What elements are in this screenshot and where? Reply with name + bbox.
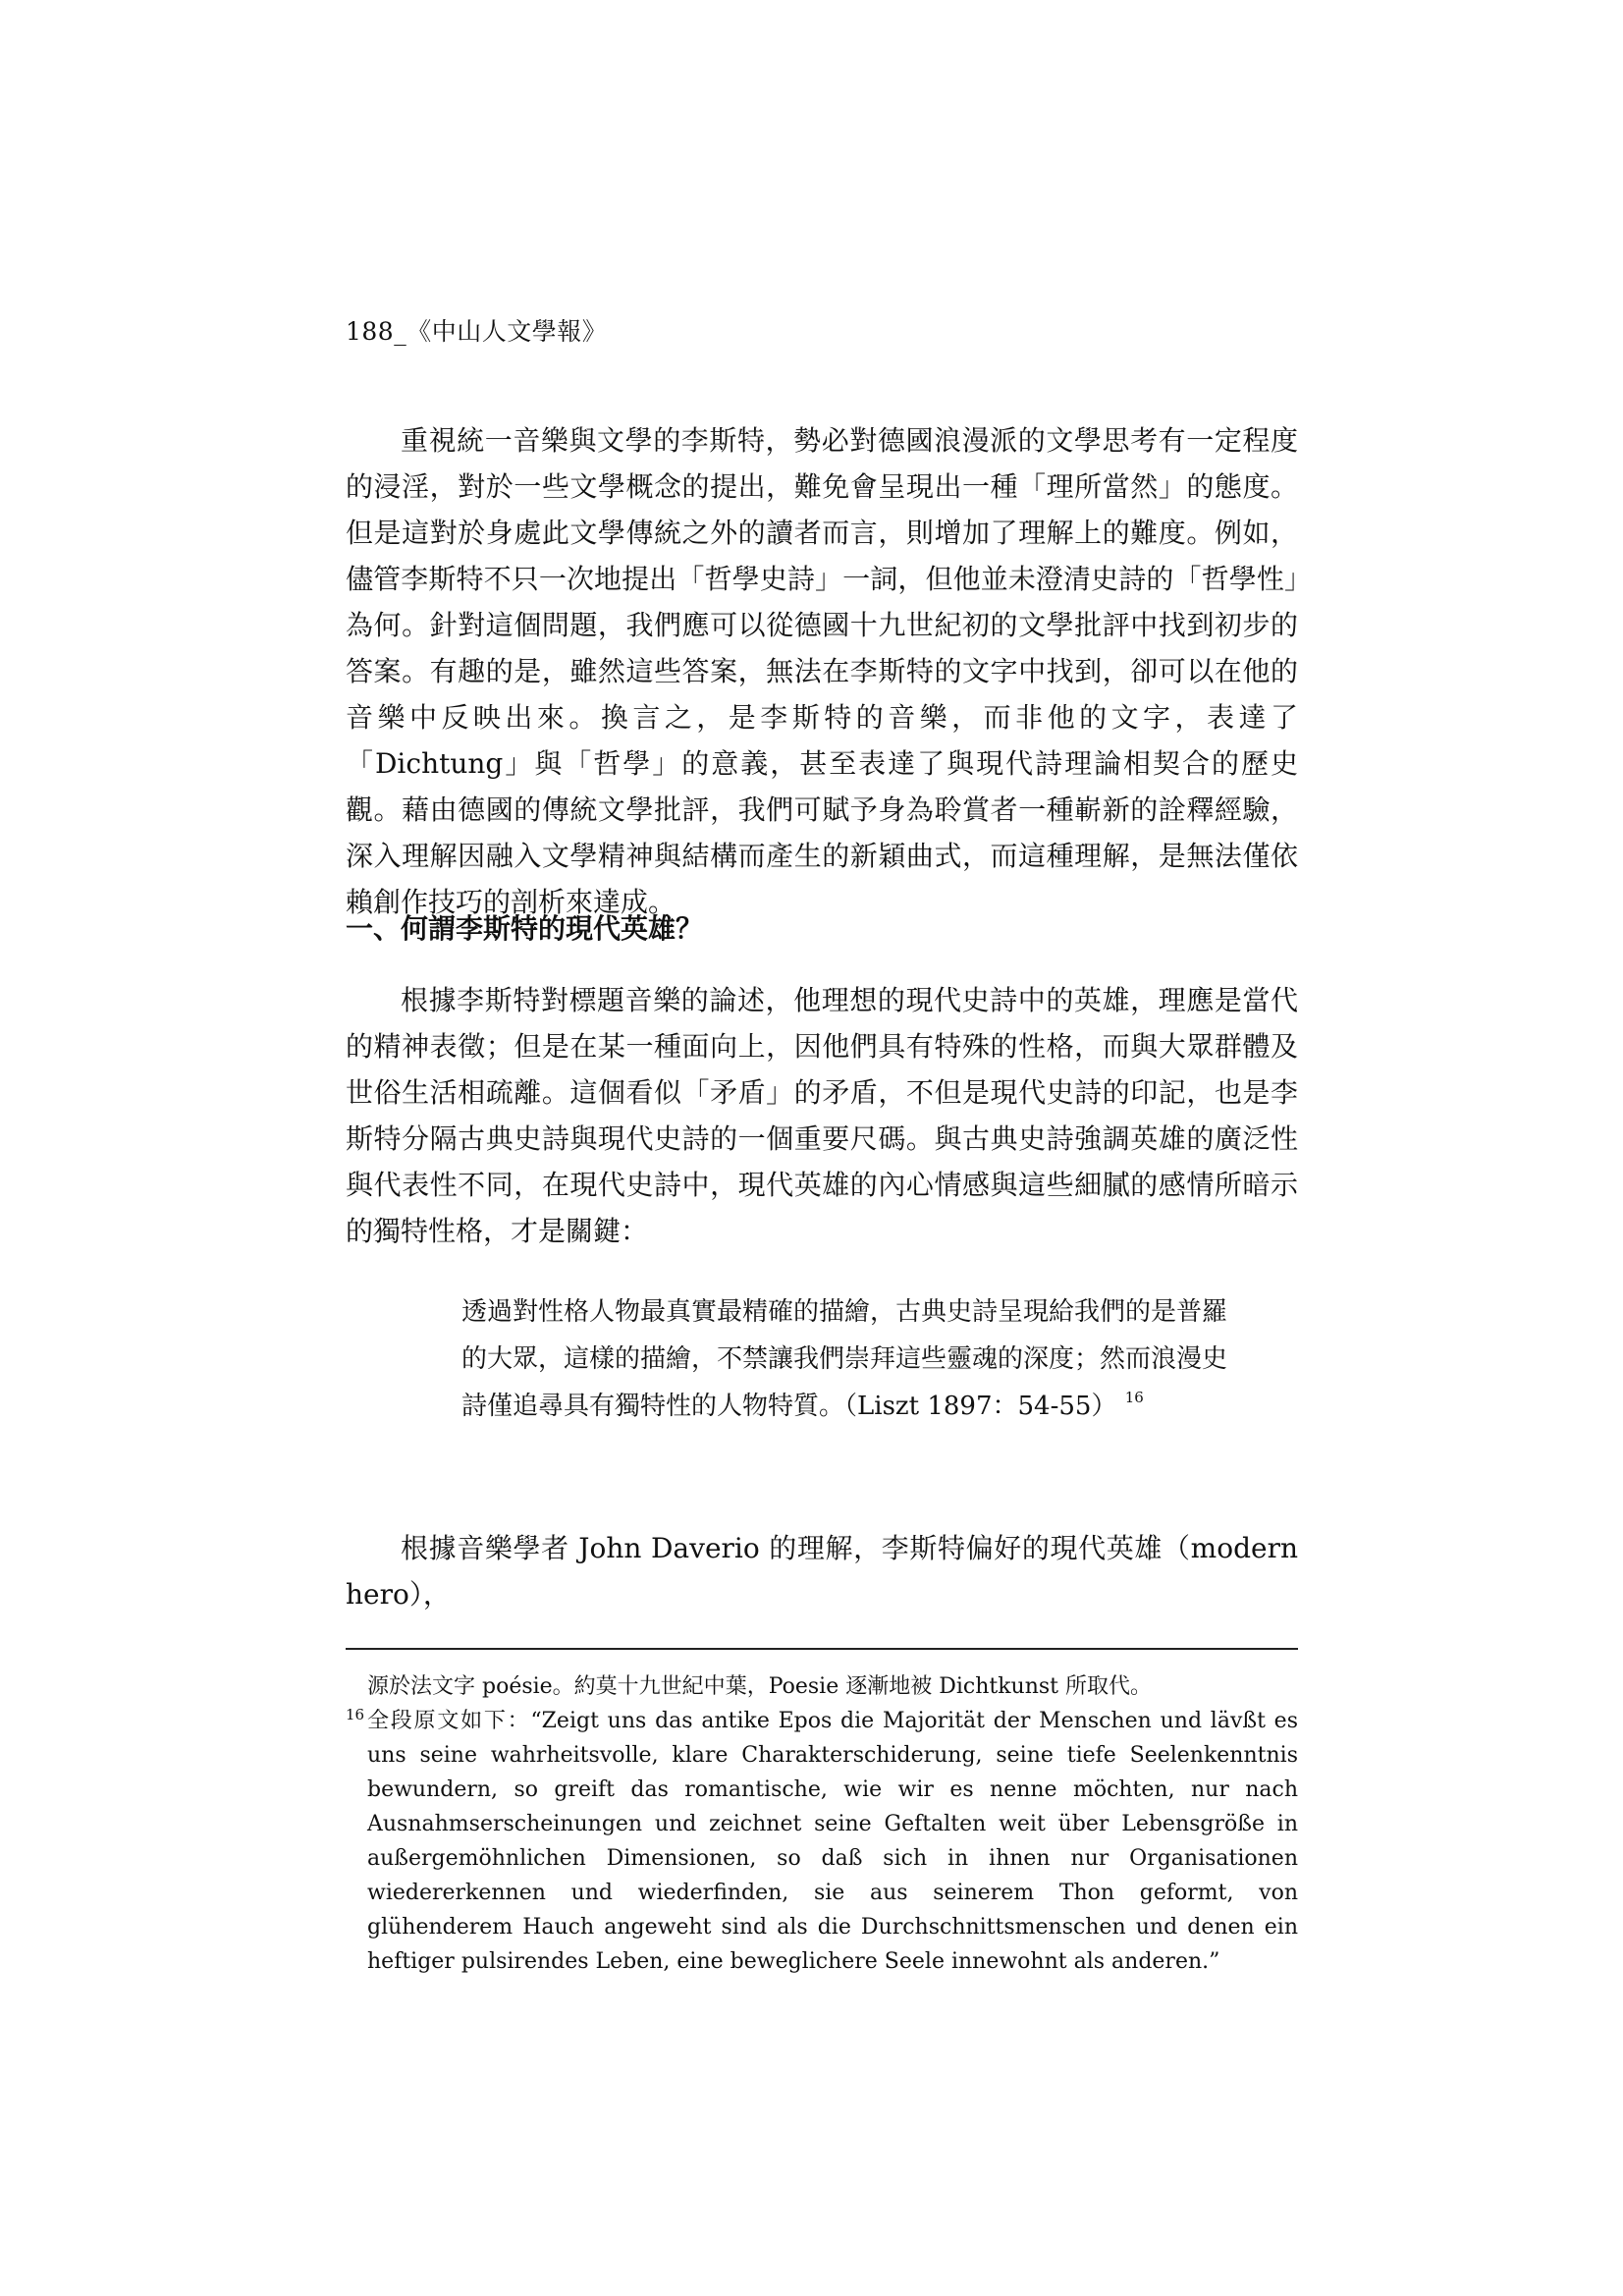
block-quote [461,1288,1227,1430]
footnote-16-text: 全段原文如下：“Zeigt uns das antike Epos die Majorität der Menschen und lävßt es uns seine wahrheitsvolle, klare Charakterschiderung, seine tiefe Seelenkenntnis bewundern, so greift das romantische, wie wir es nenne möchten, nur nach Ausnahmserscheinungen und zeichnet seine Geftalten weit über Lebensgröße in außergemöhnlichen Dimensionen, so daß sich in ihnen nur Organisationen wiedererkennen und wiederfinden, sie aus seinerem Thon geformt, von glühenderem Hauch angeweht sind als die Durchschnittsmenschen und denen ein heftiger pulsirendes Leben, eine beweglichere Seele innewohnt als anderen.” [367,1709,1298,1974]
body-paragraph-1-block [346,417,1298,925]
footnote-separator [346,1648,1298,1650]
body-paragraph-2: 根據李斯特對標題音樂的論述，他理想的現代史詩中的英雄，理應是當代的精神表徵；但是在某一種面向上，因他們具有特殊的性格，而與大眾群體及世俗生活相疏離。這個看似「矛盾」的矛盾，不但是現代史詩的印記，也是李斯特分隔古典史詩與現代史詩的一個重要尺碼。與古典史詩強調英雄的廣泛性與代表性不同，在現代史詩中，現代英雄的內心情感與這些細膩的感情所暗示的獨特性格，才是關鍵： [346,984,1298,1247]
block-quote-text: 透過對性格人物最真實最精確的描繪，古典史詩呈現給我們的是普羅的大眾，這樣的描繪，不禁讓我們崇拜這些靈魂的深度；然而浪漫史詩僅追尋具有獨特性的人物特質。（Liszt 1897：54-55） [461,1297,1228,1421]
body-paragraph-1: 重視統一音樂與文學的李斯特，勢必對德國浪漫派的文學思考有一定程度的浸淫，對於一些文學概念的提出，難免會呈現出一種「理所當然」的態度。但是這對於身處此文學傳統之外的讀者而言，則增加了理解上的難度。例如，儘管李斯特不只一次地提出「哲學史詩」一詞，但他並未澄清史詩的「哲學性」為何。針對這個問題，我們應可以從德國十九世紀初的文學批評中找到初步的答案。有趣的是，雖然這些答案，無法在李斯特的文字中找到，卻可以在他的音樂中反映出來。換言之，是李斯特的音樂，而非他的文字，表達了「Dichtung」與「哲學」的意義，甚至表達了與現代詩理論相契合的歷史觀。藉由德國的傳統文學批評，我們可賦予身為聆賞者一種嶄新的詮釋經驗，深入理解因融入文學精神與結構而產生的新穎曲式，而這種理解，是無法僅依賴創作技巧的剖析來達成。 [346,424,1298,918]
footnotes [346,1669,1298,1979]
footnote-continuation: 源於法文字 poésie。約莫十九世紀中葉，Poesie 逐漸地被 Dichtkunst 所取代。 [367,1674,1152,1699]
section-heading: 一、何謂李斯特的現代英雄？ [346,912,704,945]
footnote-ref-16[interactable]: 16 [1124,1389,1144,1406]
body-paragraph-3-block [346,1525,1298,1617]
running-head: 188_《中山人文學報》 [346,317,608,346]
footnote-16 [346,1704,1298,1979]
body-paragraph-2-block [346,977,1298,1254]
footnote-16-number: 16 [346,1706,365,1723]
body-paragraph-3: 根據音樂學者 John Daverio 的理解，李斯特偏好的現代英雄（modern hero）， [346,1532,1298,1611]
